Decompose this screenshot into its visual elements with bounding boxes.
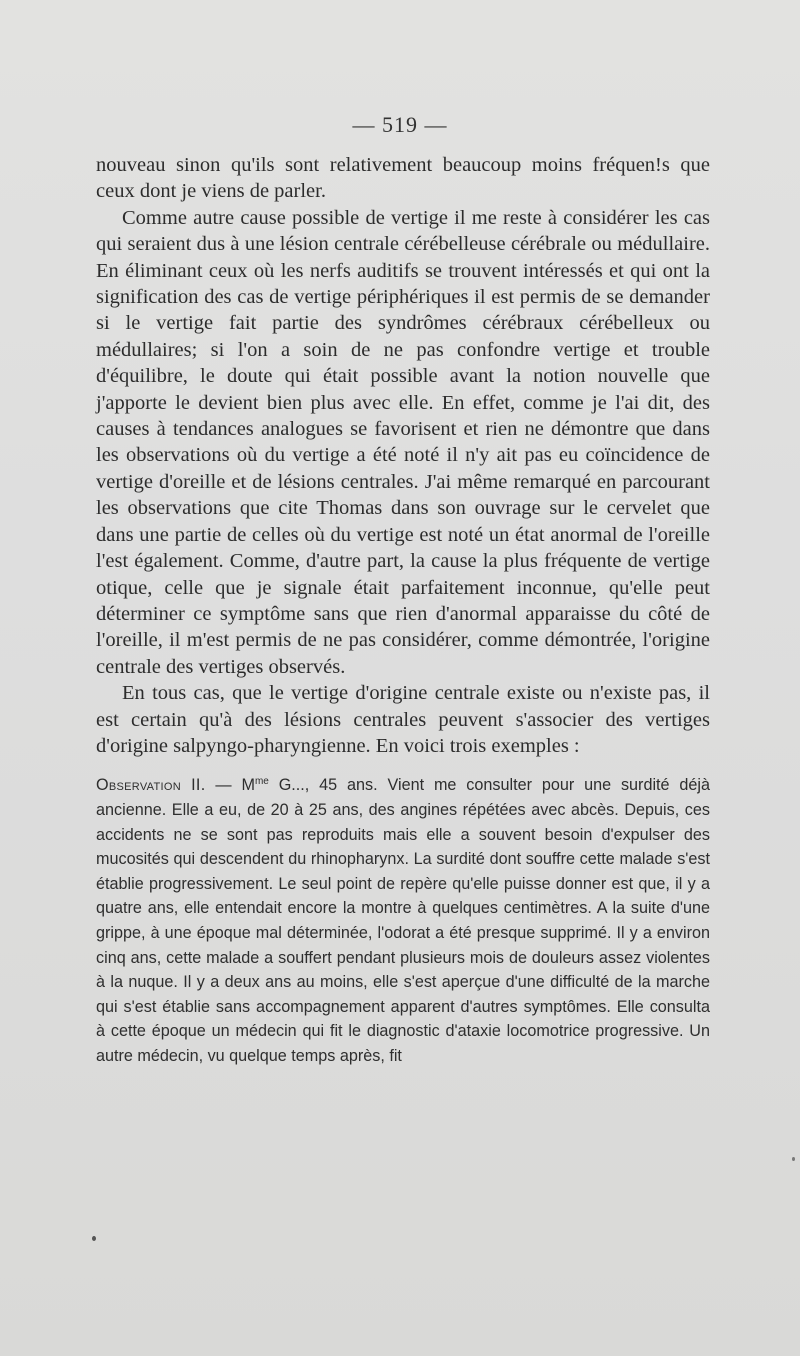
paragraph-continuation: nouveau sinon qu'ils sont relativement beaucoup moins fréquen!s que ceux dont je viens de parler. bbox=[96, 154, 710, 203]
observation-heading: Observation II. bbox=[96, 776, 206, 795]
observation-dash: — bbox=[205, 776, 242, 795]
observation-paragraph bbox=[96, 773, 710, 1068]
observation-title: M bbox=[241, 776, 255, 795]
text-block bbox=[96, 152, 710, 1068]
observation-body: G..., 45 ans. Vient me consulter pour une surdité déjà ancienne. Elle a eu, de 20 à 25 ans, des angines répétées avec abcès. Depuis, ces accidents ne se sont pas reproduits mais elle a souvent besoin d'expulser des mucosités qui descendent du rhinopharynx. La surdité dont souffre cette malade s'est établie progressivement. Le seul point de repère qu'elle puisse donner est que, il y a quatre ans, elle entendait encore la montre à quelques centimètres. A la suite d'une grippe, à une époque mal déterminée, l'odorat a été presque supprimé. Il y a environ cinq ans, cette malade a souffert pendant plusieurs mois de douleurs assez violentes à la nuque. Il y a deux ans au moins, elle s'est aperçue d'une difficulté de la marche qui s'est établie sans accompagnement apparent d'autres symptômes. Elle consulta à cette époque un médecin qui fit le diagnostic d'ataxie locomotrice progressive. Un autre médecin, vu quelque temps après, fit bbox=[96, 776, 711, 1065]
ink-speck bbox=[92, 1236, 96, 1241]
main-text bbox=[96, 152, 710, 759]
page-number: — 519 — bbox=[352, 112, 448, 137]
paragraph-examples-intro: En tous cas, que le vertige d'origine centrale existe ou n'existe pas, il est certain qu'à des lésions centrales peuvent s'associer des vertiges d'origine salpyngo-pharyngienne. En voici trois exemples : bbox=[96, 682, 710, 757]
observation-note bbox=[96, 773, 710, 1068]
ink-speck bbox=[792, 1157, 795, 1161]
observation-title-superscript: me bbox=[254, 776, 269, 788]
paragraph-central-lesion: Comme autre cause possible de vertige il me reste à considérer les cas qui seraient dus à une lésion centrale cérébelleuse cérébrale ou médullaire. En éliminant ceux où les nerfs auditifs se trouvent intéressés et qui ont la signification des cas de vertige périphériques il est permis de se demander si le vertige fait partie des syndrômes cérébraux cérébelleux ou médullaires; si l'on a soin de ne pas confondre vertige et trouble d'équilibre, le doute qui était possible avant la notion nouvelle que j'apporte le devient bien plus avec elle. En effet, comme je l'ai dit, des causes à tendances analogues se favorisent et rien ne démontre que dans les observations où du vertige a été noté il n'y ait pas eu coïncidence de vertige d'oreille et de lésions centrales. J'ai même remarqué en parcourant les observations que cite Thomas dans son ouvrage sur le cervelet que dans une partie de celles où du vertige est noté un état anormal de l'oreille l'est également. Comme, d'autre part, la cause la plus fréquente de vertige otique, celle que je signale était parfaitement inconnue, qu'elle peut déterminer ce symptôme sans que rien d'anormal apparaisse du côté de l'oreille, il m'est permis de ne pas considérer, comme démontrée, l'origine centrale des vertiges observés. bbox=[96, 206, 710, 678]
